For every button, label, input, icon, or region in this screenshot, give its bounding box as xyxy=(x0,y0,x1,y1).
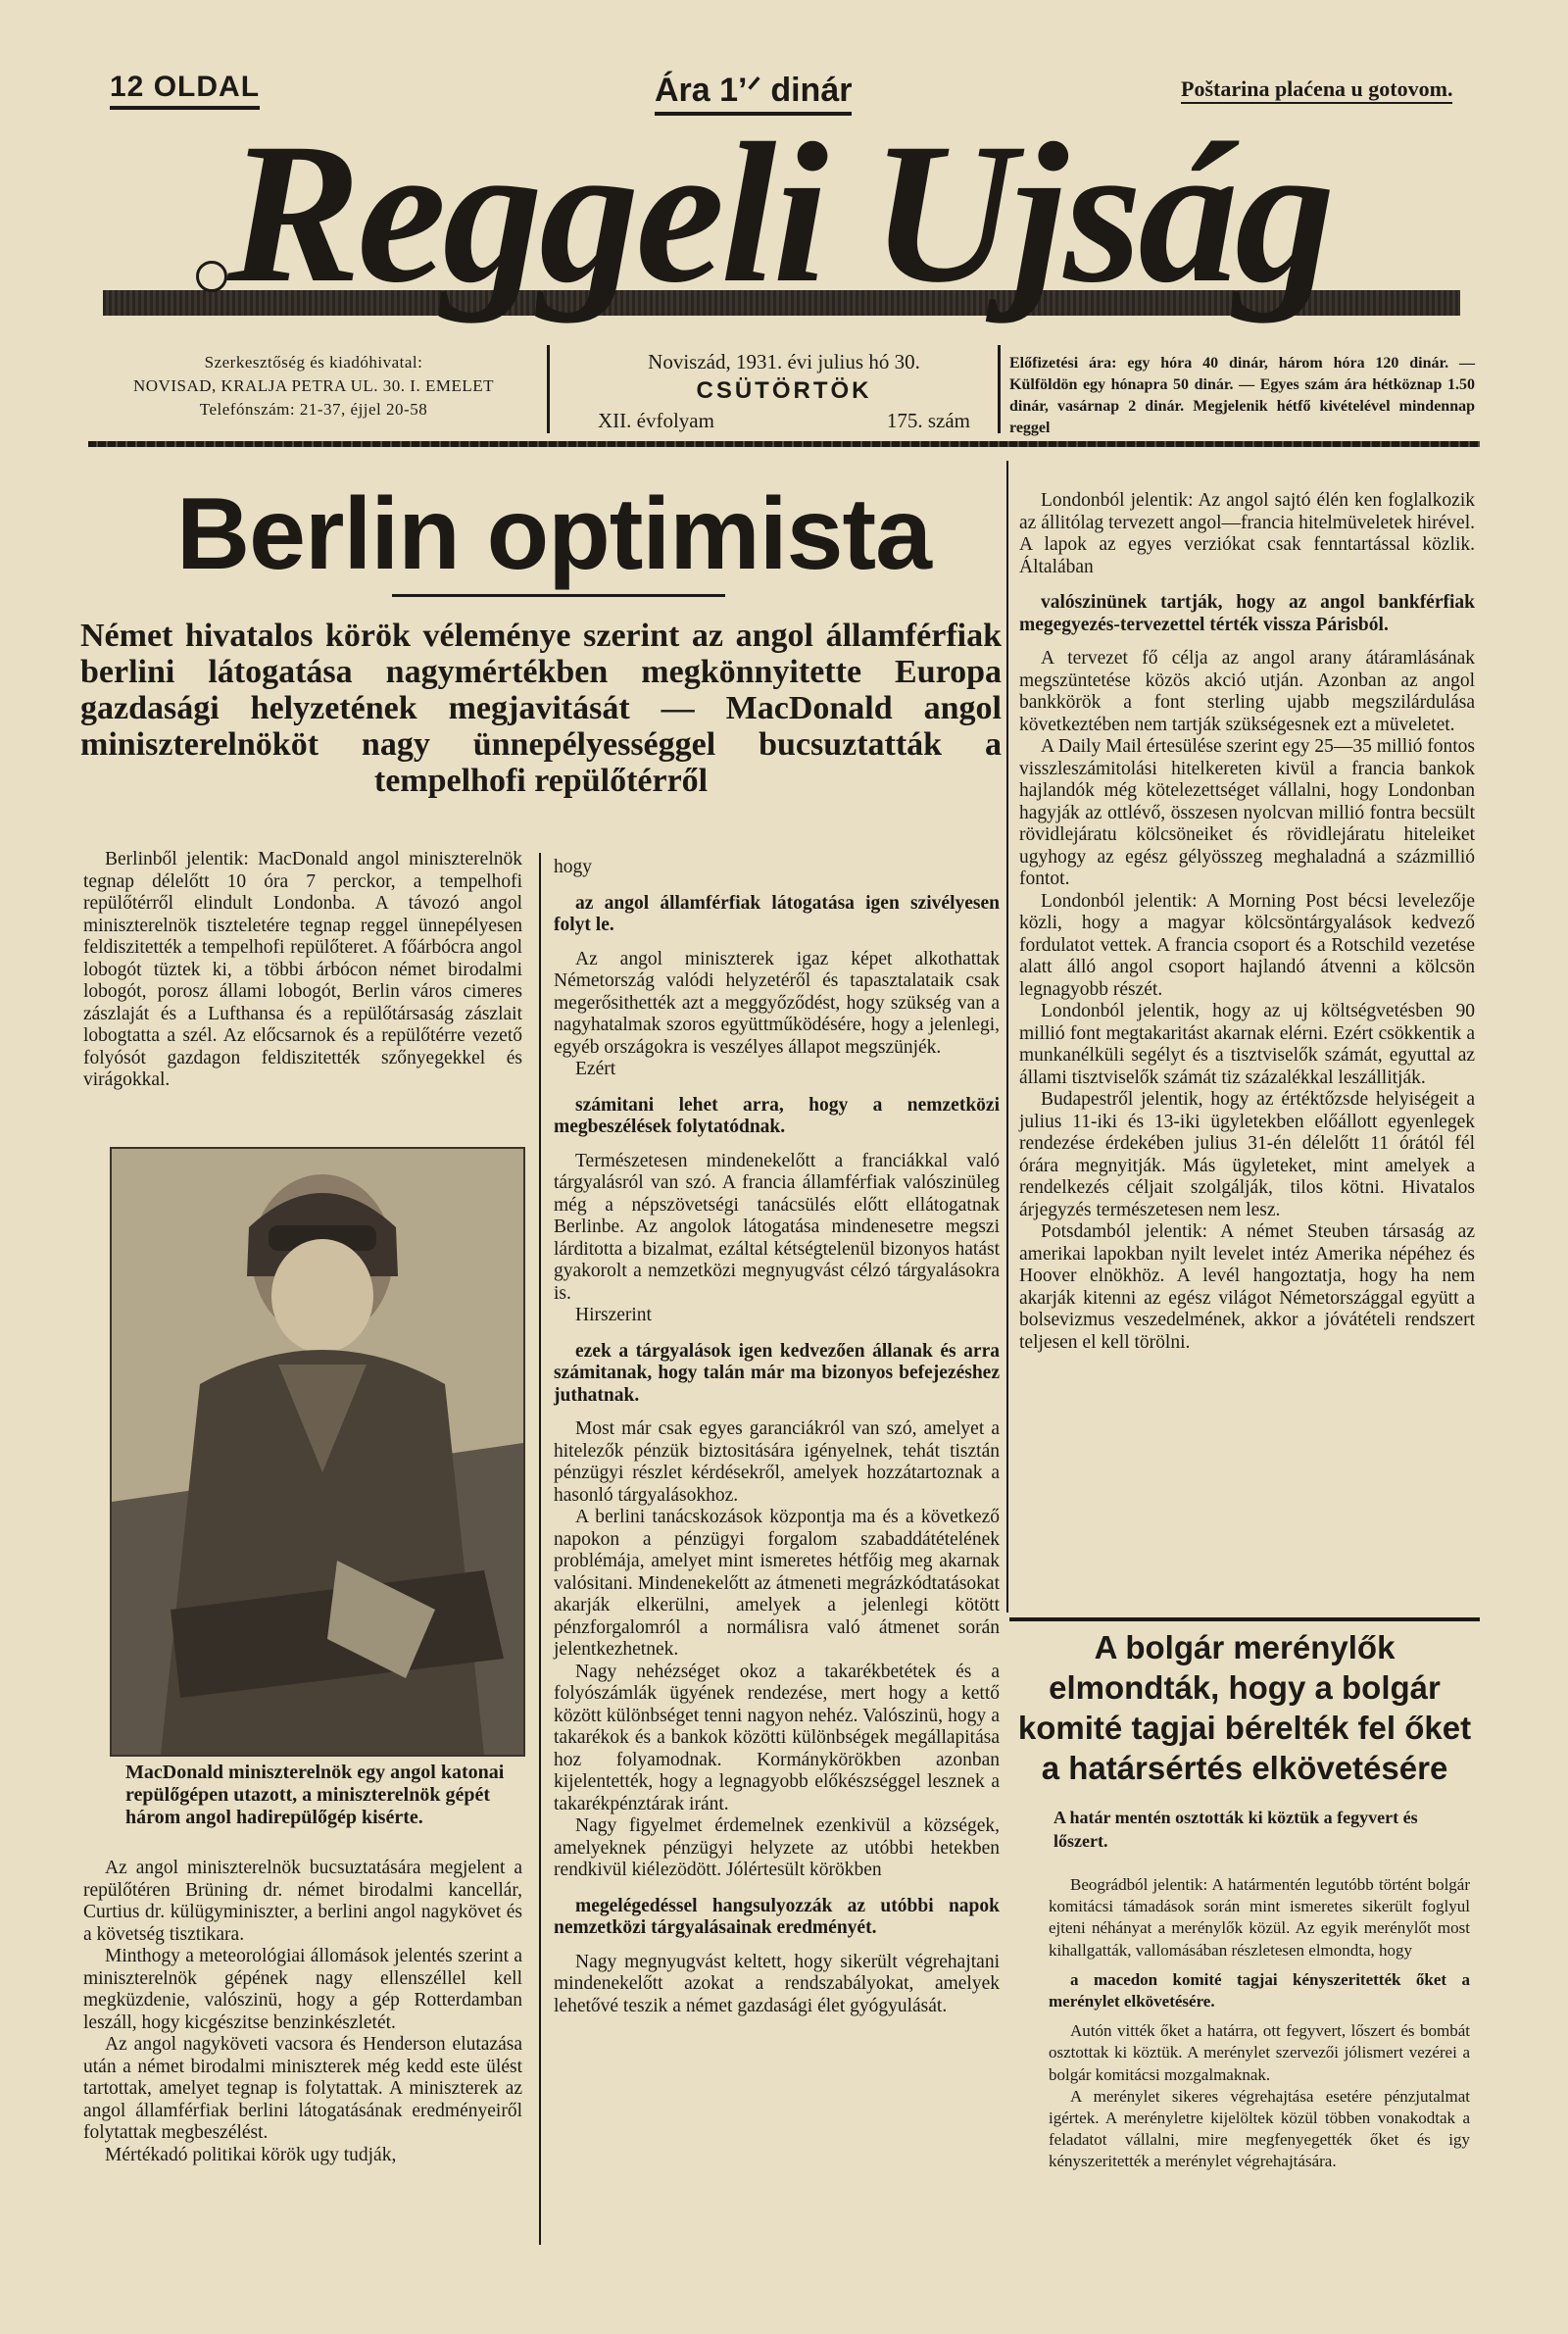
info-divider-left xyxy=(547,345,550,433)
headline-underline xyxy=(392,594,725,597)
issue-number: 175. szám xyxy=(886,409,970,432)
article-paragraph: Minthogy a meteorológiai állomások jelentés szerint a miniszterelnök gépének nagy ellenszéllel kell megküzdenie, valószinü, hogy a gép Rotterdamban leszáll, hogy kicgészitse benzinkészletét. xyxy=(83,1946,522,2033)
article-paragraph: A merénylet sikeres végrehajtása esetére pénzjutalmat igértek. A merényletre kijelöltek közül többen vonakodtak a feladatot vállalni, mire megfenyegették őket és igy kényszeritették a merénylet végrehajtására. xyxy=(1049,2086,1470,2171)
article-paragraph: Berlinből jelentik: MacDonald angol miniszterelnök tegnap délelőtt 10 óra 7 perckor, a tempelhofi repülőtérről elindult Londonba. A távozó angol miniszterelnök tiszteletére tegnap reggel ünnepélyesen feldiszitették a tempelhofi repülőteret. A főárbócra angol lobogót tüztek ki, a többi árbócon német birodalmi lobogót, porosz állami lobogót, Berlin város cimeres zászlaját és a Lufthansa és a repülőtársaság zászlait lobogtatta a szél. Az előcsarnok és a repülőtérre vezető folyósót gazdagon feldiszitették szőnyegekkel és virágokkal. xyxy=(83,849,522,1090)
article-highlight: számitani lehet arra, hogy a nemzetközi megbeszélések folytatódnak. xyxy=(554,1094,1000,1137)
article-paragraph: A berlini tanácskozások központja ma és a következő napokon a pénzügyi forgalom szabaddátételének problémája, amelyet mint ismeretes hétfőig meg akarnak valósitani. Mindenekelőtt az átmeneti megrázkódtatásokat akarják elkerülni, amelyek a jelenlegi kötött pénzforgalomról a normálisra való átmenet során jelentkezhetnek. xyxy=(554,1507,1000,1660)
info-divider-right xyxy=(998,345,1001,433)
article-highlight: ezek a tárgyalások igen kedvezően állanak és arra számitanak, hogy talán már ma bizonyos befejezéshez juthatnak. xyxy=(554,1340,1000,1406)
article-paragraph: Hirszerint xyxy=(575,1305,652,1325)
column-divider-left xyxy=(539,853,541,2245)
issue-day: CSÜTÖRTÖK xyxy=(696,377,872,404)
news-column-3 xyxy=(1019,490,1475,1354)
news-paragraph: Londonból jelentik: Az angol sajtó élén ken foglalkozik az állitólag tervezett angol—francia hitelmüveletek hirével. A lapok az egyes verziókat csak fenntartással közlik. Általában xyxy=(1019,490,1475,577)
news-paragraph: Potsdamból jelentik: A német Steuben társaság az amerikai lapokban nyilt levelet intéz Amerika népéhez és Hoover elnökhöz. A levél hangoztatja, hogy ha nem akarják kitenni az egész világot Németországgal együtt a bolsevizmus veszedelmének, akkor a jóvátételi rendszert teljesen el kell törölni. xyxy=(1019,1221,1475,1353)
office-label: Szerkesztőség és kiadóhivatal: xyxy=(204,353,423,372)
article-paragraph: Mértékadó politikai körök ugy tudják, xyxy=(105,2144,397,2165)
news-paragraph: Budapestről jelentik, hogy az értéktőzsde helyiségeit a julius 11-iki és 13-iki ügyletekben előállott egyenlegek rendezése érdekében julius 31-én délelőtt 11 órától fél órára megnyitják. Más ügyleteket, mint amelyek a rendelkezés céljait szolgálják, tilos kötni. Hivatalos árjegyzés természetesen nem lesz. xyxy=(1019,1089,1475,1220)
article-paragraph: Az angol nagyköveti vacsora és Henderson elutazása után a német birodalmi miniszterek még kedd este ülést tartottak, amelyet tegnap is folytattak. A miniszterek az angol államférfiak berlini látogatásának eredményeiről folytattak megbeszélést. xyxy=(83,2034,522,2143)
issue-date: Noviszád, 1931. évi julius hó 30. xyxy=(648,350,920,373)
article-highlight: az angol államférfiak látogatása igen szivélyesen folyt le. xyxy=(554,892,1000,935)
news-paragraph: Londonból jelentik, hogy az uj költségvetésben 90 millió font megtakaritást akarnak elérni. Ezért csökkentik a munkanélküli segélyt és a tisztviselők számát, egyuttal az állami tisztviselők számát tiz százalékkal leszállitják. xyxy=(1019,1001,1475,1088)
issue-volume: XII. évfolyam xyxy=(598,409,714,432)
article-paragraph: Beográdból jelentik: A határmentén legutóbb történt bolgár komitácsi támadások során mint ismeretes sikerült foglyul ejteni néhányat a merénylők közül. Az egyik merénylőt most kihallgatták, vallomásában részletesen elmondta, hogy xyxy=(1049,1875,1470,1960)
issue-info xyxy=(598,347,970,435)
header-rule xyxy=(88,441,1480,447)
bulgarian-article-rule xyxy=(1009,1617,1480,1621)
article-highlight: a macedon komité tagjai kényszeritették őket a merénylet elkövetésére. xyxy=(1049,1969,1470,2011)
news-paragraph: Londonból jelentik: A Morning Post bécsi levelezője közli, hogy a magyar kölcsöntárgyalások kedvező fordulatot vettek. A francia csoport és a Rotschild vezetése alatt álló angol csoport hajlandó átvenni a kölcsön legnagyobb részét. xyxy=(1019,890,1475,1000)
photo-illustration xyxy=(112,1149,523,1755)
masthead-ornament xyxy=(196,261,227,292)
news-paragraph: A Daily Mail értesülése szerint egy 25—35 millió fontos visszleszámitolási hitelkereten kivül a francia bankok hajlandók még kötelezettséget vállalni, hogy Londonban hagyják az ottlévő, összesen nyolcvan millió fontra becsült rövidlejáratu kölcsöneiket és rövidlejáratu hiteleiket ugyhogy az egész gélyösszeg meghaladná a százmillió fontot. xyxy=(1019,736,1476,889)
price-label: Ára 1’ᐟ dinár xyxy=(655,71,852,116)
article-column-1 xyxy=(83,849,522,1092)
masthead xyxy=(93,102,1465,341)
column-divider-right xyxy=(1006,461,1008,1613)
article-paragraph: Nagy nehézséget okoz a takarékbetétek és a folyószámlák ügyének rendezése, mert hogy a kettő között különbséget tenni nagyon nehéz. Valószinü, hogy a takarékok és a bankok közötti különbségek megállapitása hoz folyamodnak. Kormánykörökben azonban kijelentették, hogy a legnagyobb előkészséggel lesznek a takarékpénztárak iránt. xyxy=(554,1661,1000,1814)
office-address: NOVISAD, KRALJA PETRA UL. 30. I. EMELET xyxy=(133,376,494,395)
page-count: 12 OLDAL xyxy=(110,71,260,110)
office-phone: Telefónszám: 21-37, éjjel 20-58 xyxy=(199,400,428,419)
article-paragraph: hogy xyxy=(554,857,592,877)
bulgarian-article-body xyxy=(1049,1874,1470,2173)
main-subheadline: Német hivatalos körök véleménye szerint az angol államférfiak berlini látogatása nagymértékben megkönnyitette Europa gazdasági helyzetének megjavitását — MacDonald angol miniszterelnököt nagy ünnepélyességgel bucsuztatták a tempelhofi repülőtérről xyxy=(80,618,1002,799)
article-highlight: megelégedéssel hangsulyozzák az utóbbi napok nemzetközi tárgyalásainak eredményét. xyxy=(554,1895,1000,1938)
article-paragraph: Természetesen mindenekelőtt a franciákkal való tárgyalásról van szó. A francia államférfiak valószinüleg még a népszövetségi tanácsülés előtt ellátogatnak Berlinbe. Az angolok látogatása mindenesetre megszi lárditotta a bizalmat, ezáltal kétségtelenül bizonyos hatást gyakorolt a nemzetközi megnyugvást célzó tárgyalásokra is. xyxy=(554,1150,1000,1304)
article-paragraph: Most már csak egyes garanciákról van szó, amelyet a hitelezők pénzük biztositására igényelnek, tehát tisztán pénzügyi részlet kérdésekről, amelyek hozzátartoznak a hasonló tárgyalásokhoz. xyxy=(554,1418,1000,1506)
article-paragraph: Ezért xyxy=(575,1059,616,1079)
news-highlight: valószinünek tartják, hogy az angol bankférfiak megegyezés-tervezettel térték vissza Párisból. xyxy=(1019,592,1475,635)
article-paragraph: Az angol miniszterelnök bucsuztatására megjelent a repülőtéren Brüning dr. német birodalmi kancellár, Curtius dr. külügyminiszter, a berlini angol nagykövet és a követség tisztikara. xyxy=(83,1858,522,1945)
bulgarian-article-subheadline: A határ mentén osztották ki köztük a fegyvert és lőszert. xyxy=(1054,1808,1418,1851)
article-paragraph: Autón vitték őket a határra, ott fegyvert, lőszert és bombát osztottak ki köztük. A merénylet szervezői jólismert vezérei a bolgár komitácsi mozgalmaknak. xyxy=(1049,2021,1470,2084)
main-headline: Berlin optimista xyxy=(176,477,931,591)
bulgarian-article-headline: A bolgár merénylők elmondták, hogy a bolgár komité tagjai bérelték fel őket a határsértés elkövetésére xyxy=(1017,1629,1472,1786)
masthead-title: Reggeli Ujság xyxy=(226,102,1332,324)
article-column-2 xyxy=(554,857,1000,2017)
article-column-1-continued xyxy=(83,1858,522,2166)
news-paragraph: A tervezet fő célja az angol arany átáramlásának megszüntetése közös akció utján. Azonban az angol bankkörök a font sterling ujabb megszilárdulása következtében nem tartják szükségesnek ezt a müveletet. xyxy=(1019,648,1475,735)
article-paragraph: Az angol miniszterek igaz képet alkothattak Németország valódi helyzetéről és tapasztalataik csak megerősithették azt a meggyőződést, hogy szükség van a nagyhatalmak szoros együttműködésére, hogy a jelenlegi, egyéb országokra is veszélyes állapot megszünjék. xyxy=(554,948,1000,1058)
article-paragraph: Nagy figyelmet érdemelnek ezenkivül a községek, amelyeknek pénzügyi helyzete az utóbbi hetekben rendkivül kiélezödött. Jólértesült körökben xyxy=(554,1815,1000,1880)
subscription-info: Előfizetési ára: egy hóra 40 dinár, három hóra 120 dinár. — Külföldön egy hónapra 50 dinár. — Egyes szám ára hétköznap 1.50 dinár, vasárnap 2 dinár. Megjelenik hétfő kivételével mindennap reggel xyxy=(1009,355,1475,436)
postage-note: Poštarina plaćena u gotovom. xyxy=(1181,76,1452,104)
article-paragraph: Nagy megnyugvást keltett, hogy sikerült végrehajtani mindenekelőtt azokat a rendszabályokat, amelyek lehetővé teszik a német gazdasági élet gyógyulását. xyxy=(554,1951,1000,2016)
photo-caption: MacDonald miniszterelnök egy angol katonai repülőgépen utazott, a miniszterelnök gépét három angol hadirepülőgép kisérte. xyxy=(125,1762,505,1828)
macdonald-photo xyxy=(110,1147,525,1757)
editorial-office-info xyxy=(93,351,534,422)
